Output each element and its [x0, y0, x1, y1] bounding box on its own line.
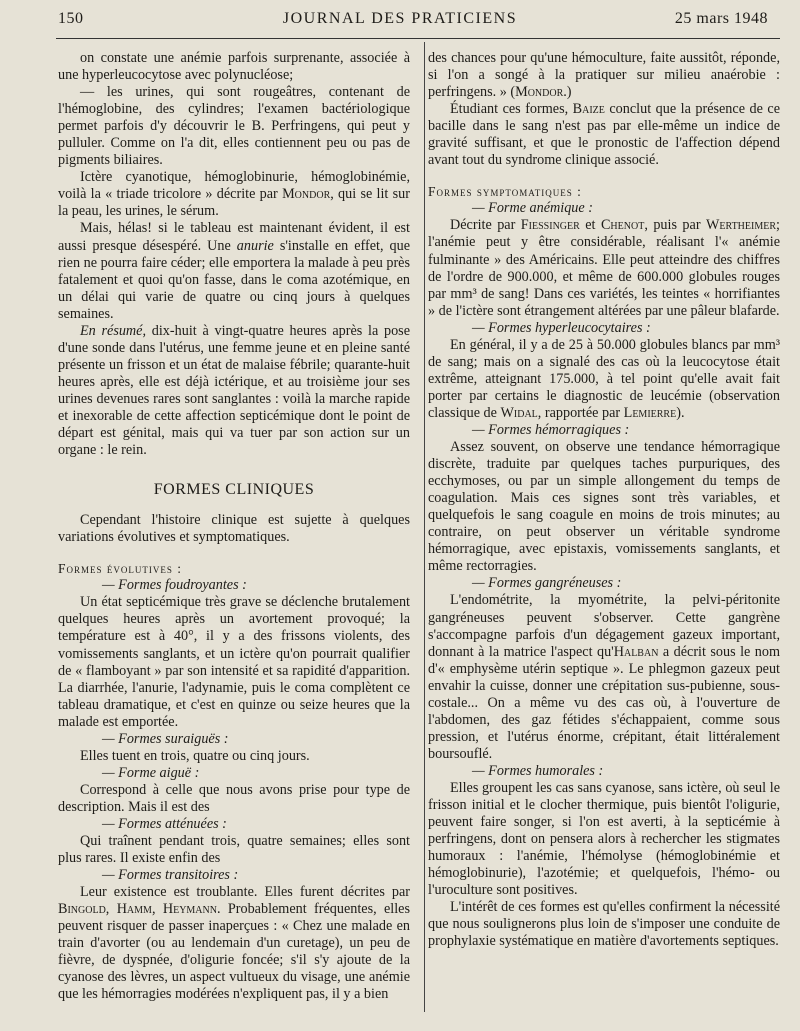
issue-date: 25 mars 1948 [674, 10, 768, 27]
left-column [58, 50, 410, 1003]
paragraph: Étudiant ces formes, Baize conclut que la présence de ce bacille dans le sang n'est pas par elle-même un indice de gravité suffisant, et que le pronostic de l'affection dépend avant tout du syndrome clinique associé. [428, 101, 780, 169]
subheading: — Formes foudroyantes : [102, 577, 247, 594]
paragraph: En général, il y a de 25 à 50.000 globules blancs par mm³ de sang; mais on a signalé des cas où la leucocytose était extrême, atteignant 175.000, à tel point qu'elle avait fait porter par certains le diagnostic de leucémie (observation classique de Widal, rapportée par Lemierre). [428, 336, 780, 421]
paragraph: Elles tuent en trois, quatre ou cinq jours. [80, 747, 310, 764]
paragraph: L'endométrite, la myométrite, la pelvi-péritonite gangréneuses peuvent s'observer. Cette gangrène s'accompagne parfois d'un dégagement gazeux important, donnant à la matrice l'aspect qu'Halban a décrit sous le nom d'« emphysème utérin septique ». Le phlegmon gazeux peut envahir la cuisse, donner une crépitation sus-pubienne, sous-costale... On a même vu des cas où, à l'ouverture de l'abdomen, des gaz fétides s'échappaient, comme sous pression, et l'utérus énorme, crépitant, était littéralement boursouflé. [428, 592, 780, 762]
paragraph: — les urines, qui sont rougeâtres, contenant de l'hémoglobine, des cylindres; l'examen bactériologique permet parfois d'y découvrir le B. Perfringens, qui peut y pulluler. Comme on l'a dit, elles contiennent peu ou pas de pigments biliaires. [58, 84, 410, 169]
paragraph: Mais, hélas! si le tableau est maintenant évident, il est aussi presque désespéré. Une anurie s'installe en effet, que rien ne pourra faire céder; elle emportera la malade à peu près fatalement et quoi qu'on fasse, dans le coma azotémique, en un délai qui varie de quatre ou cinq jours à quelques semaines. [58, 220, 410, 322]
subheading: — Forme aiguë : [102, 764, 200, 781]
subsection-heading: Formes évolutives : [58, 561, 183, 577]
column-separator [424, 42, 425, 1012]
header-rule [56, 38, 780, 39]
paragraph: Qui traînent pendant trois, quatre semaines; elles sont plus rares. Il existe enfin des [58, 833, 410, 867]
paragraph: Leur existence est troublante. Elles furent décrites par Bingold, Hamm, Heymann. Probablement fréquentes, elles peuvent risquer de passer inaperçues : « Chez une malade en train d'avorter (ou au lendemain d'un curetage), un peu de fièvre, de dyspnée, d'oligurie foncée; s'il s'y ajoute de la cyanose des lèvres, un aspect vultueux du visage, une anémie que les hémorragies modérées n'expliquent pas, il y a bien [58, 884, 410, 1003]
paragraph: Cependant l'histoire clinique est sujette à quelques variations évolutives et symptomatiques. [58, 512, 410, 546]
right-column [428, 50, 780, 950]
page-header [0, 10, 800, 34]
section-heading: FORMES CLINIQUES [153, 481, 315, 499]
paragraph: Ictère cyanotique, hémoglobinurie, hémoglobinémie, voilà la « triade tricolore » décrite par Mondor, qui se lit sur la peau, les urines, le sérum. [58, 169, 410, 220]
subheading: — Formes transitoires : [102, 867, 239, 884]
page-number: 150 [58, 10, 84, 27]
subheading: — Formes atténuées : [102, 815, 227, 832]
paragraph: Correspond à celle que nous avons prise pour type de description. Mais il est des [58, 781, 410, 815]
subheading: — Formes hyperleucocytaires : [472, 319, 651, 336]
subheading: — Formes humorales : [472, 762, 604, 779]
paragraph: L'intérêt de ces formes est qu'elles confirment la nécessité que nous soulignerons plus loin de s'imposer une conduite de prophylaxie systématique en matière d'avortements septiques. [428, 899, 780, 950]
subsection-heading: Formes symptomatiques : [428, 184, 582, 200]
paragraph: Assez souvent, on observe une tendance hémorragique discrète, traduite par quelques taches purpuriques, des ecchymoses, ou par un simple allongement du temps de coagulation. Mais ces signes sont très variables, et quelquefois le sang coagule en moins de trois minutes; au contraire, on peut observer un véritable syndrome hémorragique, avec epistaxis, vomissements sanglants, et même rectorragies. [428, 439, 780, 575]
subheading: — Formes hémorragiques : [472, 421, 630, 438]
subheading: — Formes gangréneuses : [472, 575, 622, 592]
subheading: — Formes suraiguës : [102, 730, 229, 747]
paragraph: Un état septicémique très grave se déclenche brutalement quelques heures après un avortement provoqué; la température est à 40°, il y a des frissons violents, des vomissements sanglants, et un ictère qu'on pourrait qualifier de « flamboyant » par son intensité et sa rapidité d'apparition. La diarrhée, l'anurie, l'adynamie, puis le coma complètent ce tableau dramatique, et c'est en quinze ou seize heures que la malade est emportée. [58, 594, 410, 730]
journal-title: JOURNAL DES PRATICIENS [282, 10, 518, 27]
paragraph: En résumé, dix-huit à vingt-quatre heures après la pose d'une sonde dans l'utérus, une femme jeune et en pleine santé présente un frisson et un état de malaise fébrile; quarante-huit heures après, elle est déjà ictérique, et au troisième jour ses urines devenues rares sont sanglantes : voilà la marche rapide et inexorable de cette affection septicémique dont le point de départ est génital, mais qui va tuer par son action sur un organe : le rein. [58, 322, 410, 459]
paragraph: des chances pour qu'une hémoculture, faite aussitôt, réponde, si l'on a songé à la pratiquer sur milieu anaérobie : perfringens. » (Mondor.) [428, 50, 780, 101]
subheading: — Forme anémique : [472, 200, 593, 217]
paragraph: Elles groupent les cas sans cyanose, sans ictère, où seul le frisson initial et le clocher thermique, puis bientôt l'oligurie, peuvent faire songer, si l'on est averti, à la septicémie à perfringens, dont on pensera alors à rechercher les stigmates humoraux : l'anémie, l'hémolyse (hémoglobinémie et hémoglobinurie), l'azotémie; et quelquefois, l'hémo- ou l'uroculture sont positives. [428, 779, 780, 899]
paragraph: Décrite par Fiessinger et Chenot, puis par Wertheimer; l'anémie peut y être considérable, réalisant l'« anémie fulminante » des Américains. Elle peut atteindre des chiffres de l'ordre de 900.000, et même de 600.000 globules rouges par mm³ de sang! Dans ces variétés, les teintes « horrifiantes » de l'ictère sont étrangement altérées par une pâleur blafarde. [428, 217, 780, 319]
paragraph: on constate une anémie parfois surprenante, associée à une hyperleucocytose avec polynucléose; [58, 50, 410, 84]
author-name: Mondor [282, 186, 331, 203]
